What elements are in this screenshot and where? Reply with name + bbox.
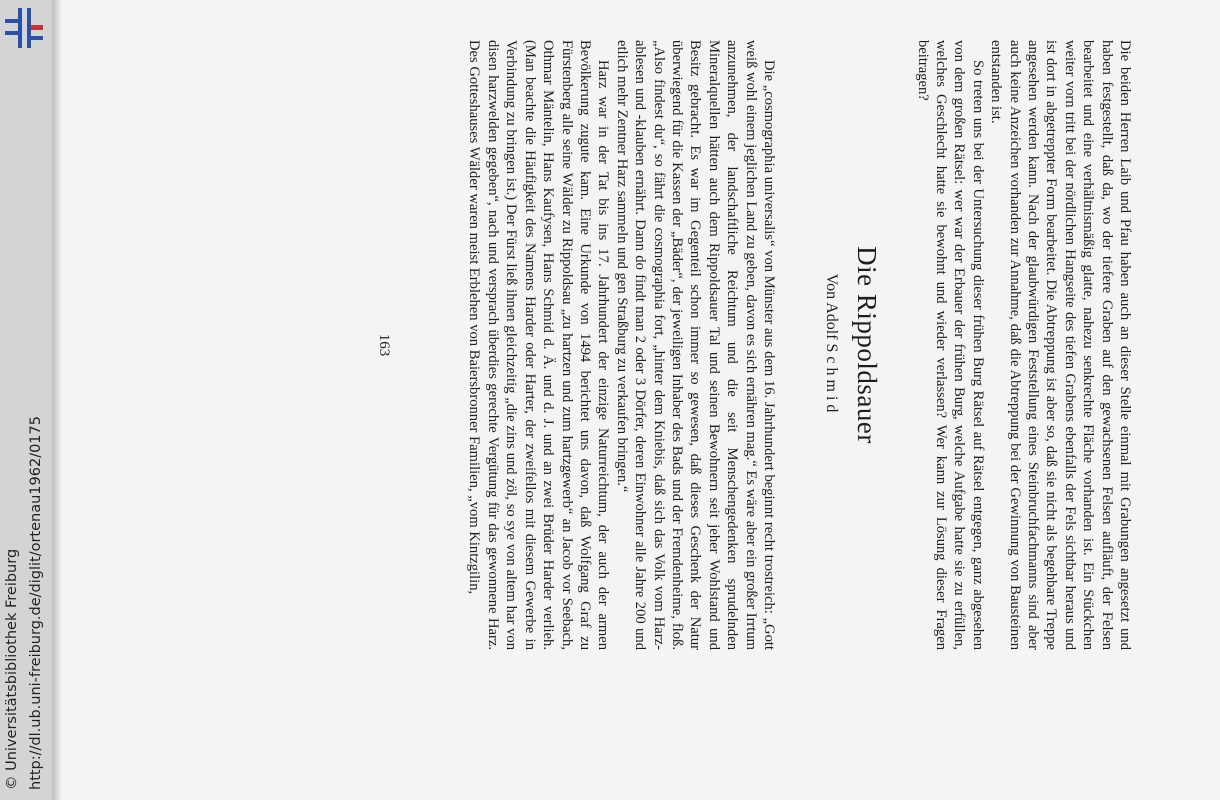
article-body [465, 40, 778, 650]
source-url[interactable]: http://dl.ub.uni-freiburg.de/diglit/ortenau1962/0175 [28, 416, 44, 790]
intro-paragraph: So treten uns bei der Untersuchung dieser frühen Burg Rätsel auf Rätsel entgegen, ganz abgesehen von dem großen Rätsel: wer war der Erbauer der frühen Burg, welche Aufgabe hatte sie zu erfüllen, welches Geschlecht hatte sie bewohnt und wieder verlassen? Wer kann zur Lösung dieser Fragen beitragen? [914, 40, 986, 650]
ub-freiburg-logo-icon[interactable] [3, 6, 45, 50]
intro-paragraph: Die beiden Herren Laib und Pfau haben auch an dieser Stelle einmal mit Grabungen angesetzt und haben festgestellt, daß da, wo der tiefere Graben auf den gewachsenen Felsen aufläuft, der Felsen bearbeitet und eine verhältnismäßig glatte, nahezu senkrechte Fläche vorhanden ist. Ein Stückchen weiter vorn tritt bei der nördlichen Hangseite des tiefen Grabens ebenfalls der Fels sichtbar heraus und ist dort in abgetreppter Form bearbeitet. Die Abtreppung ist aber so, daß sie nicht als begehbare Treppe angesehen werden kann. Nach der glaubwürdigen Feststellung eines Steinbruchfachmanns sind aber auch keine Anzeichen vorhanden zur Annahme, daß die Abtreppung bei der Gewinnung von Bausteinen entstanden ist. [988, 40, 1133, 650]
intro-text [913, 40, 1134, 650]
body-paragraph: Harz war in der Tat bis ins 17. Jahrhundert der einzige Naturreichtum, der auch der armen Bevölkerung zugute kam. Eine Urkunde von 1494 berichtet uns davon, daß Wolfgang Graf zu Fürstenberg alle seine Wälder zu Rippoldsau „zu hartzen und zum hartzgewerb“ an Jacob vor Seebach, Othmar Mäntelin, Hans Kaufysen, Hans Schmid d. Ä. und d. J. und an zwei Brüder Harder verlieh. (Man beachte die Häufigkeit des Namens Harder oder Harter, der zweifellos mit diesem Gewerbe in Verbindung zu bringen ist.) Der Fürst ließ ihnen gleichzeitig „die zins und zöl, so sye von altem har von disen harzwelden gegeben“, nach und versprach überdies gerechte Vergütung für das gewonnene Harz. Des Gotteshauses Wälder waren meist Erblehen von Baiersbronner Familien, „vom Kintzgilin, [466, 40, 612, 650]
author-prefix: Von Adolf [823, 273, 840, 340]
article-title: Die Rippoldsauer [852, 246, 882, 444]
author-name: Schmid [823, 343, 840, 417]
page-content [140, 40, 1140, 660]
page-edge-shadow [52, 0, 62, 800]
copyright-notice: © Universitätsbibliothek Freiburg [4, 548, 20, 790]
article-author [822, 40, 840, 650]
body-paragraph: Die „cosmographia universalis“ von Münster aus dem 16. Jahrhundert beginnt recht trostreich: „Gott weiß wohl einem jeglichen Land zu geben, davon es sich ernähren mag.“ Es wäre aber ein großer Irrtum anzunehmen, der landschaftliche Reichtum und die seit Menschengedenken sprudelnden Mineralquellen hätten auch dem Rippoldsauer Tal und seinen Bewohnern seit jeher Wohlstand und Besitz gebracht. Es war im Gegenteil schon immer so gewesen, daß dieses Geschenk der Natur überwiegend für die Kassen der „Bäder“, der jeweiligen Inhaber des Bads und der Fremdenheime, floß. „Also findest du“, so fährt die cosmographia fort, „hinter dem Kniebis, daß sich das Volk vom Harz-ablesen und -klauben ernährt. Dann do findt man 2 oder 3 Dörfer, deren Einwohner alle Jahre 200 und etlich mehr Zentner Harz sammeln und gen Straßburg zu verkaufen bringen.“ [613, 40, 777, 650]
page-number: 163 [376, 333, 392, 357]
